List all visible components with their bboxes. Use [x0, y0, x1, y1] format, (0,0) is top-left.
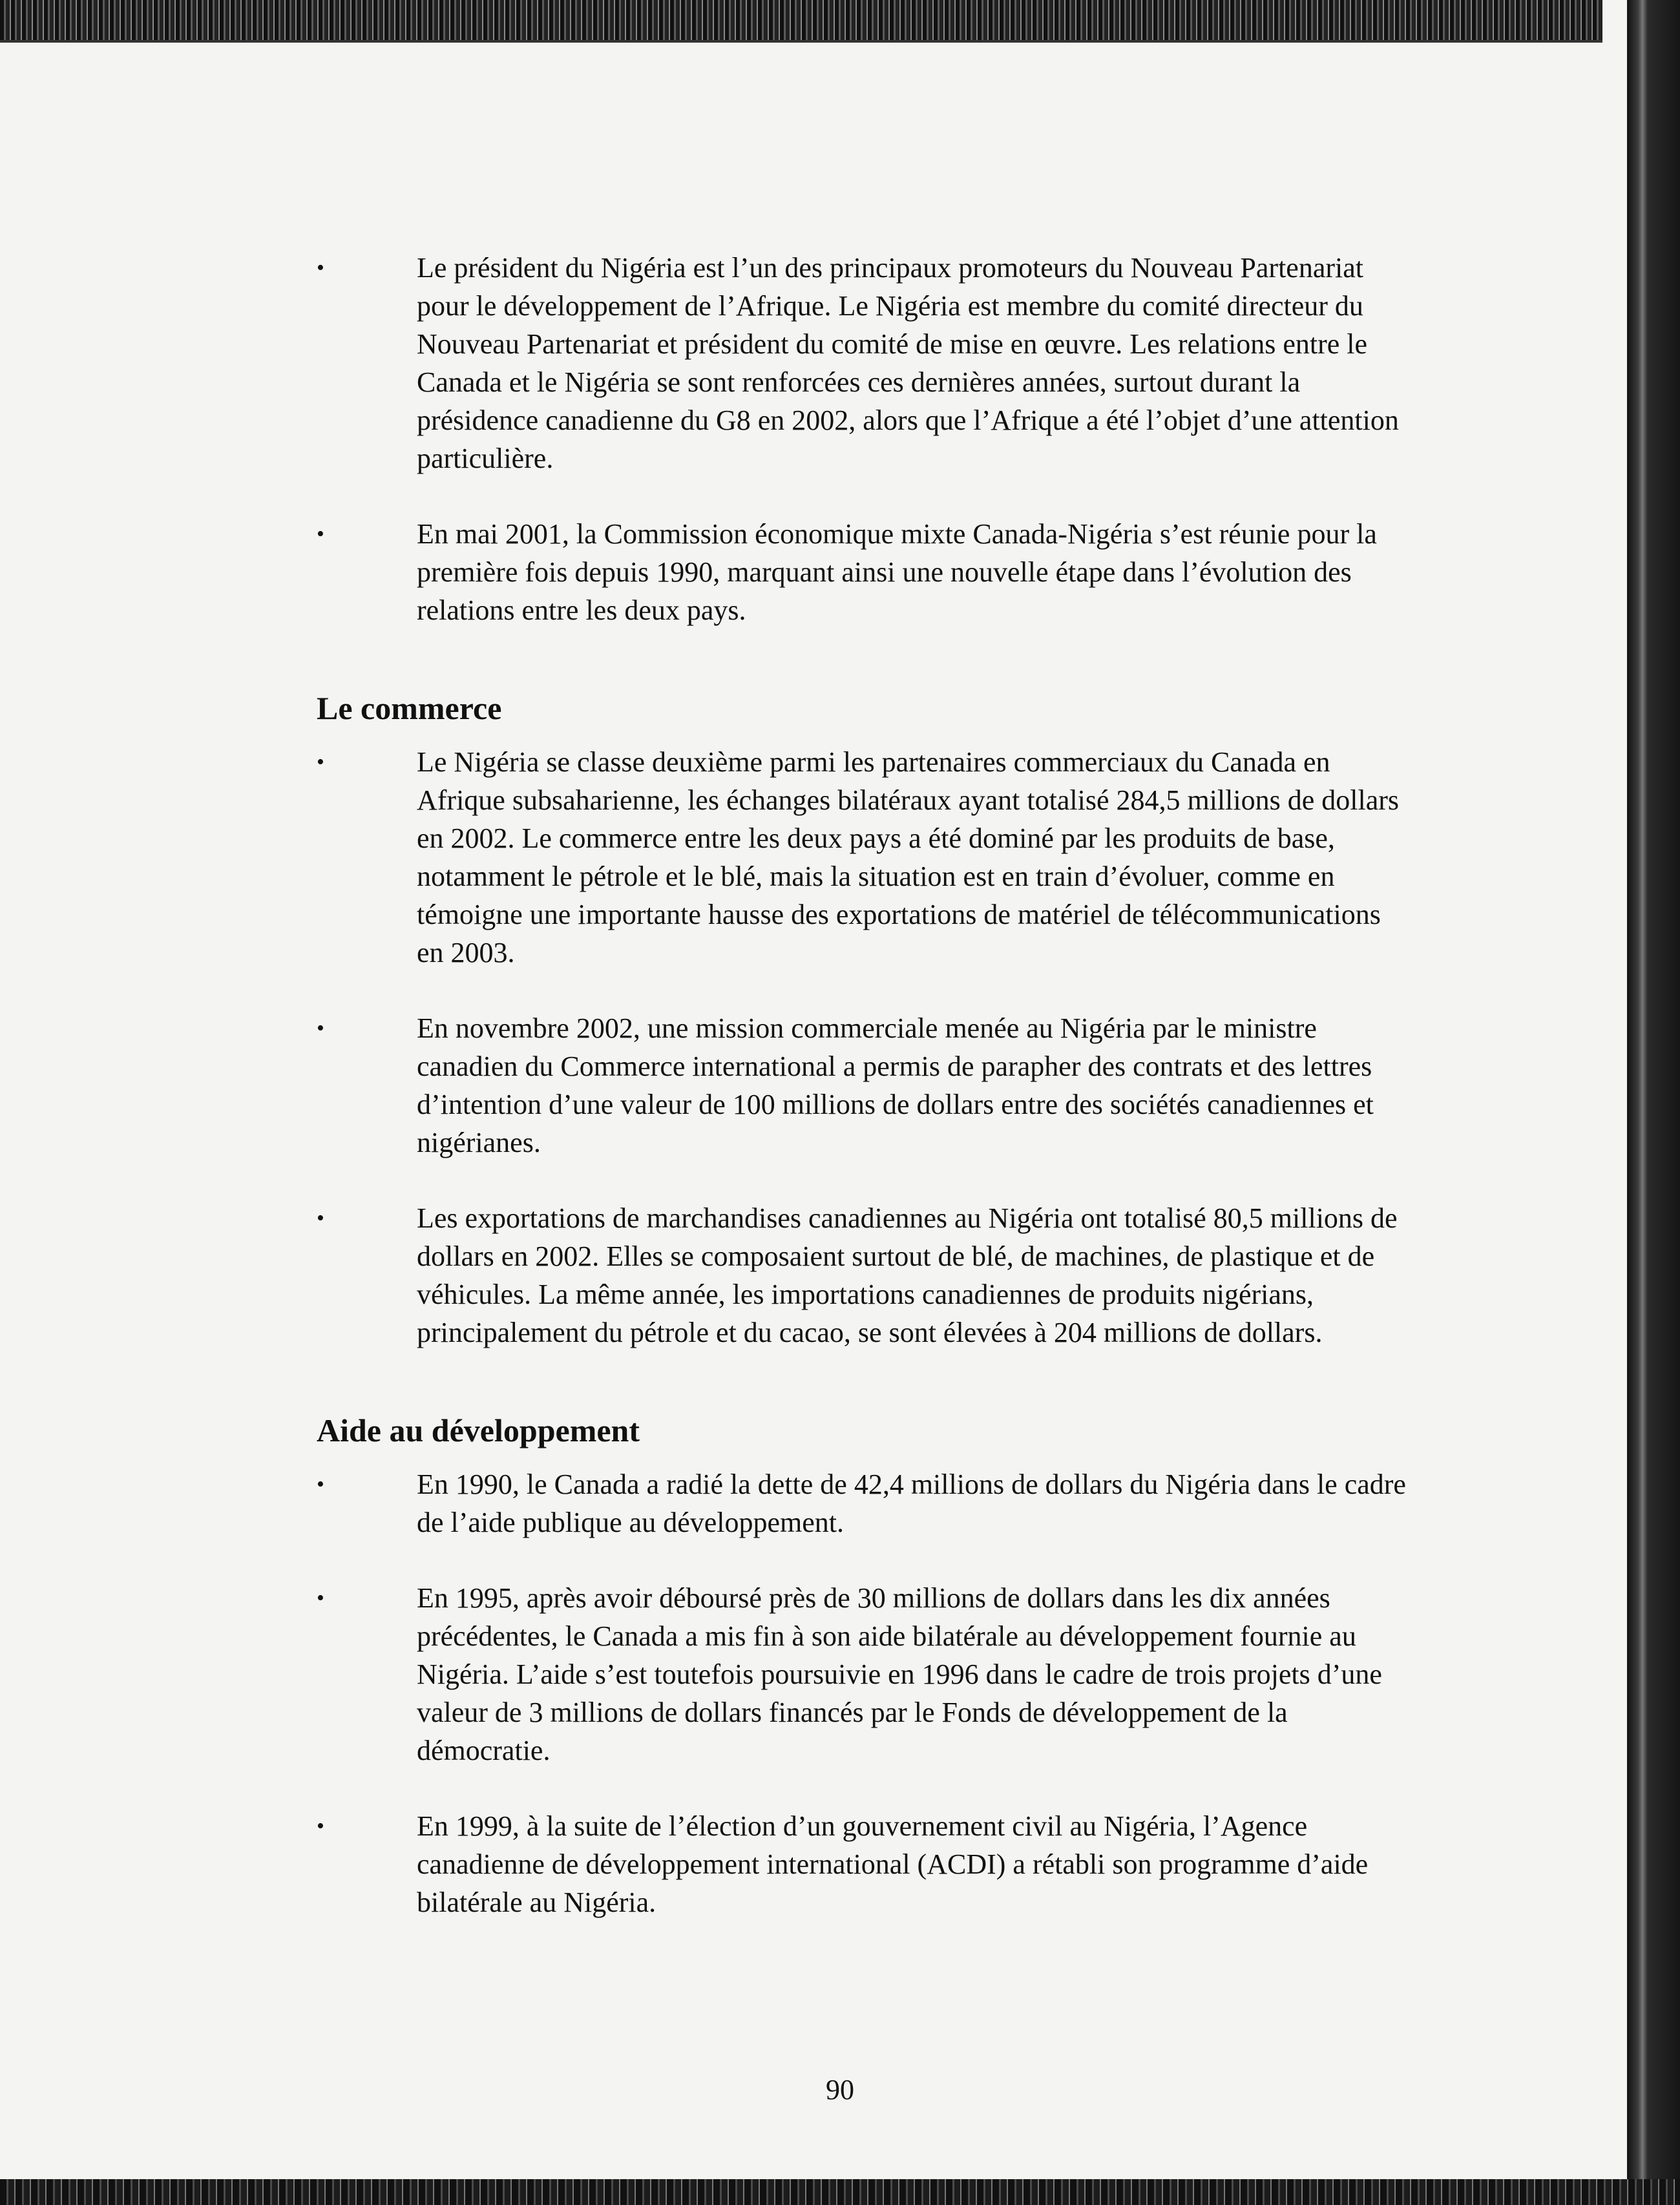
- scan-line-top: [0, 40, 1602, 43]
- section-heading-aide: Aide au développement: [317, 1412, 640, 1448]
- page-content: [317, 249, 1409, 1959]
- list-item-text: Le président du Nigéria est l’un des principaux promoteurs du Nouveau Partenariat pour le développement de l’Afrique. Le Nigéria est membre du comité directeur du Nouveau Partenariat et président du comité de mise en œuvre. Les relations entre le Canada et le Nigéria se sont renforcées ces dernières années, surtout durant la présidence canadienne du G8 en 2002, alors que l’Afrique a été l’objet d’une attention particulière.: [417, 252, 1399, 474]
- list-item: [317, 743, 1409, 972]
- bullet-icon: •: [317, 1472, 324, 1496]
- list-item: [317, 1009, 1409, 1162]
- bullet-icon: •: [317, 1016, 324, 1040]
- bullet-icon: •: [317, 1586, 324, 1610]
- list-item-text: En mai 2001, la Commission économique mixte Canada-Nigéria s’est réunie pour la première fois depuis 1990, marquant ainsi une nouvelle étape dans l’évolution des relations entre les deux pays.: [417, 518, 1377, 626]
- section-aide: [317, 1411, 1409, 1921]
- list-item: [317, 249, 1409, 477]
- list-item-text: En novembre 2002, une mission commerciale menée au Nigéria par le ministre canadien du Commerce international a permis de parapher des contrats et des lettres d’intention d’une valeur de 100 millions de dollars entre des sociétés canadiennes et nigérianes.: [417, 1012, 1374, 1158]
- bullet-icon: •: [317, 522, 324, 546]
- list-item-text: Les exportations de marchandises canadiennes au Nigéria ont totalisé 80,5 millions de dollars en 2002. Elles se composaient surtout de blé, de machines, de plastique et de véhicules. La même année, les importations canadiennes de produits nigérians, principalement du pétrole et du cacao, se sont élevées à 204 millions de dollars.: [417, 1202, 1398, 1348]
- scan-border-top: [0, 0, 1680, 40]
- list-item: [317, 1199, 1409, 1352]
- bullet-icon: •: [317, 256, 324, 280]
- list-item-text: En 1999, à la suite de l’élection d’un gouvernement civil au Nigéria, l’Agence canadienne de développement international (ACDI) a rétabli son programme d’aide bilatérale au Nigéria.: [417, 1810, 1369, 1918]
- list-item: [317, 515, 1409, 629]
- list-item-text: En 1990, le Canada a radié la dette de 42,4 millions de dollars du Nigéria dans le cadre de l’aide publique au développement.: [417, 1468, 1406, 1538]
- list-item-text: En 1995, après avoir déboursé près de 30 millions de dollars dans les dix années précédentes, le Canada a mis fin à son aide bilatérale au développement fournie au Nigéria. L’aide s’est toutefois poursuivie en 1996 dans le cadre de trois projets d’une valeur de 3 millions de dollars financés par le Fonds de développement de la démocratie.: [417, 1582, 1382, 1766]
- bullet-icon: •: [317, 1814, 324, 1838]
- section-heading-commerce: Le commerce: [317, 690, 502, 726]
- list-item: [317, 1807, 1409, 1921]
- bullet-icon: •: [317, 1206, 324, 1230]
- scan-border-right: [1602, 0, 1680, 2205]
- list-item-text: Le Nigéria se classe deuxième parmi les partenaires commerciaux du Canada en Afrique subsaharienne, les échanges bilatéraux ayant totalisé 284,5 millions de dollars en 2002. Le commerce entre les deux pays a été dominé par les produits de base, notamment le pétrole et le blé, mais la situation est en train d’évoluer, comme en témoigne une importante hausse des exportations de matériel de télécommunications en 2003.: [417, 746, 1399, 968]
- scan-border-bottom: [0, 2179, 1680, 2205]
- section-commerce: [317, 689, 1409, 1352]
- page-number: 90: [826, 2074, 854, 2106]
- list-item: [317, 1465, 1409, 1541]
- bullet-icon: •: [317, 750, 324, 774]
- section-intro: [317, 249, 1409, 629]
- list-item: [317, 1579, 1409, 1770]
